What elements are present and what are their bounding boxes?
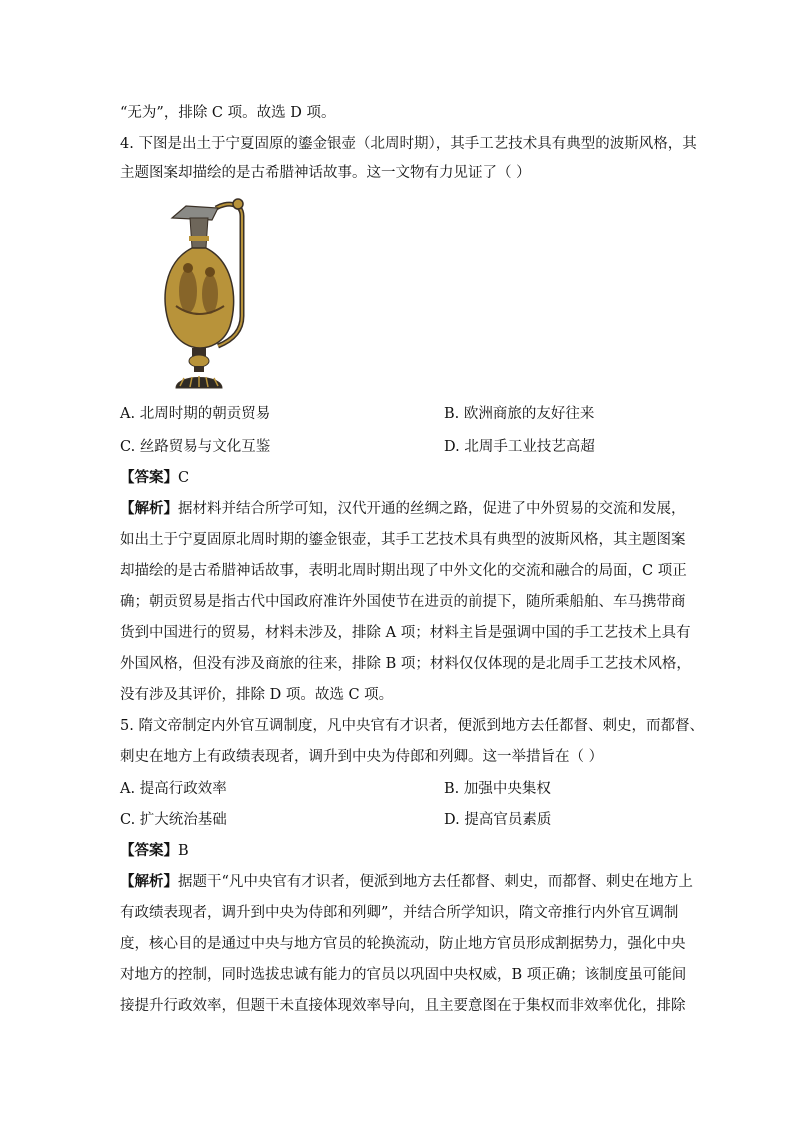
q4-analysis-line7: 没有涉及其评价，排除 D 项。故选 C 项。	[120, 687, 394, 703]
q4-analysis-line3: 却描绘的是古希腊神话故事，表明北周时期出现了中外文化的交流和融合的局面，C 项正	[120, 563, 687, 579]
q4-analysis-line1	[120, 499, 686, 519]
q5-analysis-line3: 度，核心目的是通过中央与地方官员的轮换流动，防止地方官员形成割据势力，强化中央	[120, 936, 686, 952]
q4-analysis-line5: 货到中国进行的贸易，材料未涉及，排除 A 项；材料主旨是强调中国的手工艺技术上具有	[120, 625, 691, 641]
q4-option-b: B. 欧洲商旅的友好往来	[444, 406, 595, 422]
q4-option-a: A. 北周时期的朝贡贸易	[120, 406, 271, 422]
question-5-stem-line1: 5. 隋文帝制定内外官互调制度，凡中央官有才识者，便派到地方去任都督、刺史，而都督、	[120, 718, 704, 734]
q4-answer	[120, 468, 189, 488]
q4-analysis-line4: 确；朝贡贸易是指古代中国政府准许外国使节在进贡的前提下，随所乘船舶、车马携带商	[120, 594, 686, 610]
q5-analysis-line5: 接提升行政效率，但题干未直接体现效率导向，且主要意图在于集权而非效率优化，排除	[120, 998, 686, 1014]
q4-option-c: C. 丝路贸易与文化互鉴	[120, 439, 271, 455]
question-4-stem-line2: 主题图案却描绘的是古希腊神话故事。这一文物有力见证了（ ）	[120, 165, 531, 181]
text-line: “无为”，排除 C 项。故选 D 项。	[120, 105, 336, 121]
q4-analysis-line6: 外国风格，但没有涉及商旅的往来，排除 B 项；材料仅仅体现的是北周手工艺技术风格，	[120, 656, 691, 672]
gilded-silver-ewer-image	[146, 196, 258, 392]
question-4-stem-line1: 4. 下图是出土于宁夏固原的鎏金银壶（北周时期），其手工艺技术具有典型的波斯风格，其	[120, 136, 697, 152]
q5-analysis-line4: 对地方的控制，同时选拔忠诚有能力的官员以巩固中央权威，B 项正确；该制度虽可能间	[120, 967, 687, 983]
q5-option-c: C. 扩大统治基础	[120, 812, 227, 828]
answer-label: 【答案】	[120, 842, 178, 859]
analysis-label: 【解析】	[120, 500, 178, 517]
q4-option-d: D. 北周手工业技艺高超	[444, 439, 595, 455]
answer-value: B	[178, 843, 189, 859]
answer-label: 【答案】	[120, 469, 178, 486]
q5-answer	[120, 841, 189, 861]
analysis-text: 据题干“凡中央官有才识者，便派到地方去任都督、刺史，而都督、刺史在地方上	[178, 874, 693, 890]
question-5-stem-line2: 刺史在地方上有政绩表现者，调升到中央为侍郎和列卿。这一举措旨在（ ）	[120, 749, 604, 765]
answer-value: C	[178, 470, 190, 486]
q5-option-b: B. 加强中央集权	[444, 781, 551, 797]
q5-option-d: D. 提高官员素质	[444, 812, 552, 828]
q4-analysis-line2: 如出土于宁夏固原北周时期的鎏金银壶，其手工艺技术具有典型的波斯风格，其主题图案	[120, 532, 686, 548]
q5-analysis-line2: 有政绩表现者，调升到中央为侍郎和列卿”，并结合所学知识，隋文帝推行内外官互调制	[120, 905, 679, 921]
q5-option-a: A. 提高行政效率	[120, 781, 227, 797]
analysis-text: 据材料并结合所学可知，汉代开通的丝绸之路，促进了中外贸易的交流和发展，	[178, 501, 686, 517]
analysis-label: 【解析】	[120, 873, 178, 890]
q5-analysis-line1	[120, 872, 693, 892]
